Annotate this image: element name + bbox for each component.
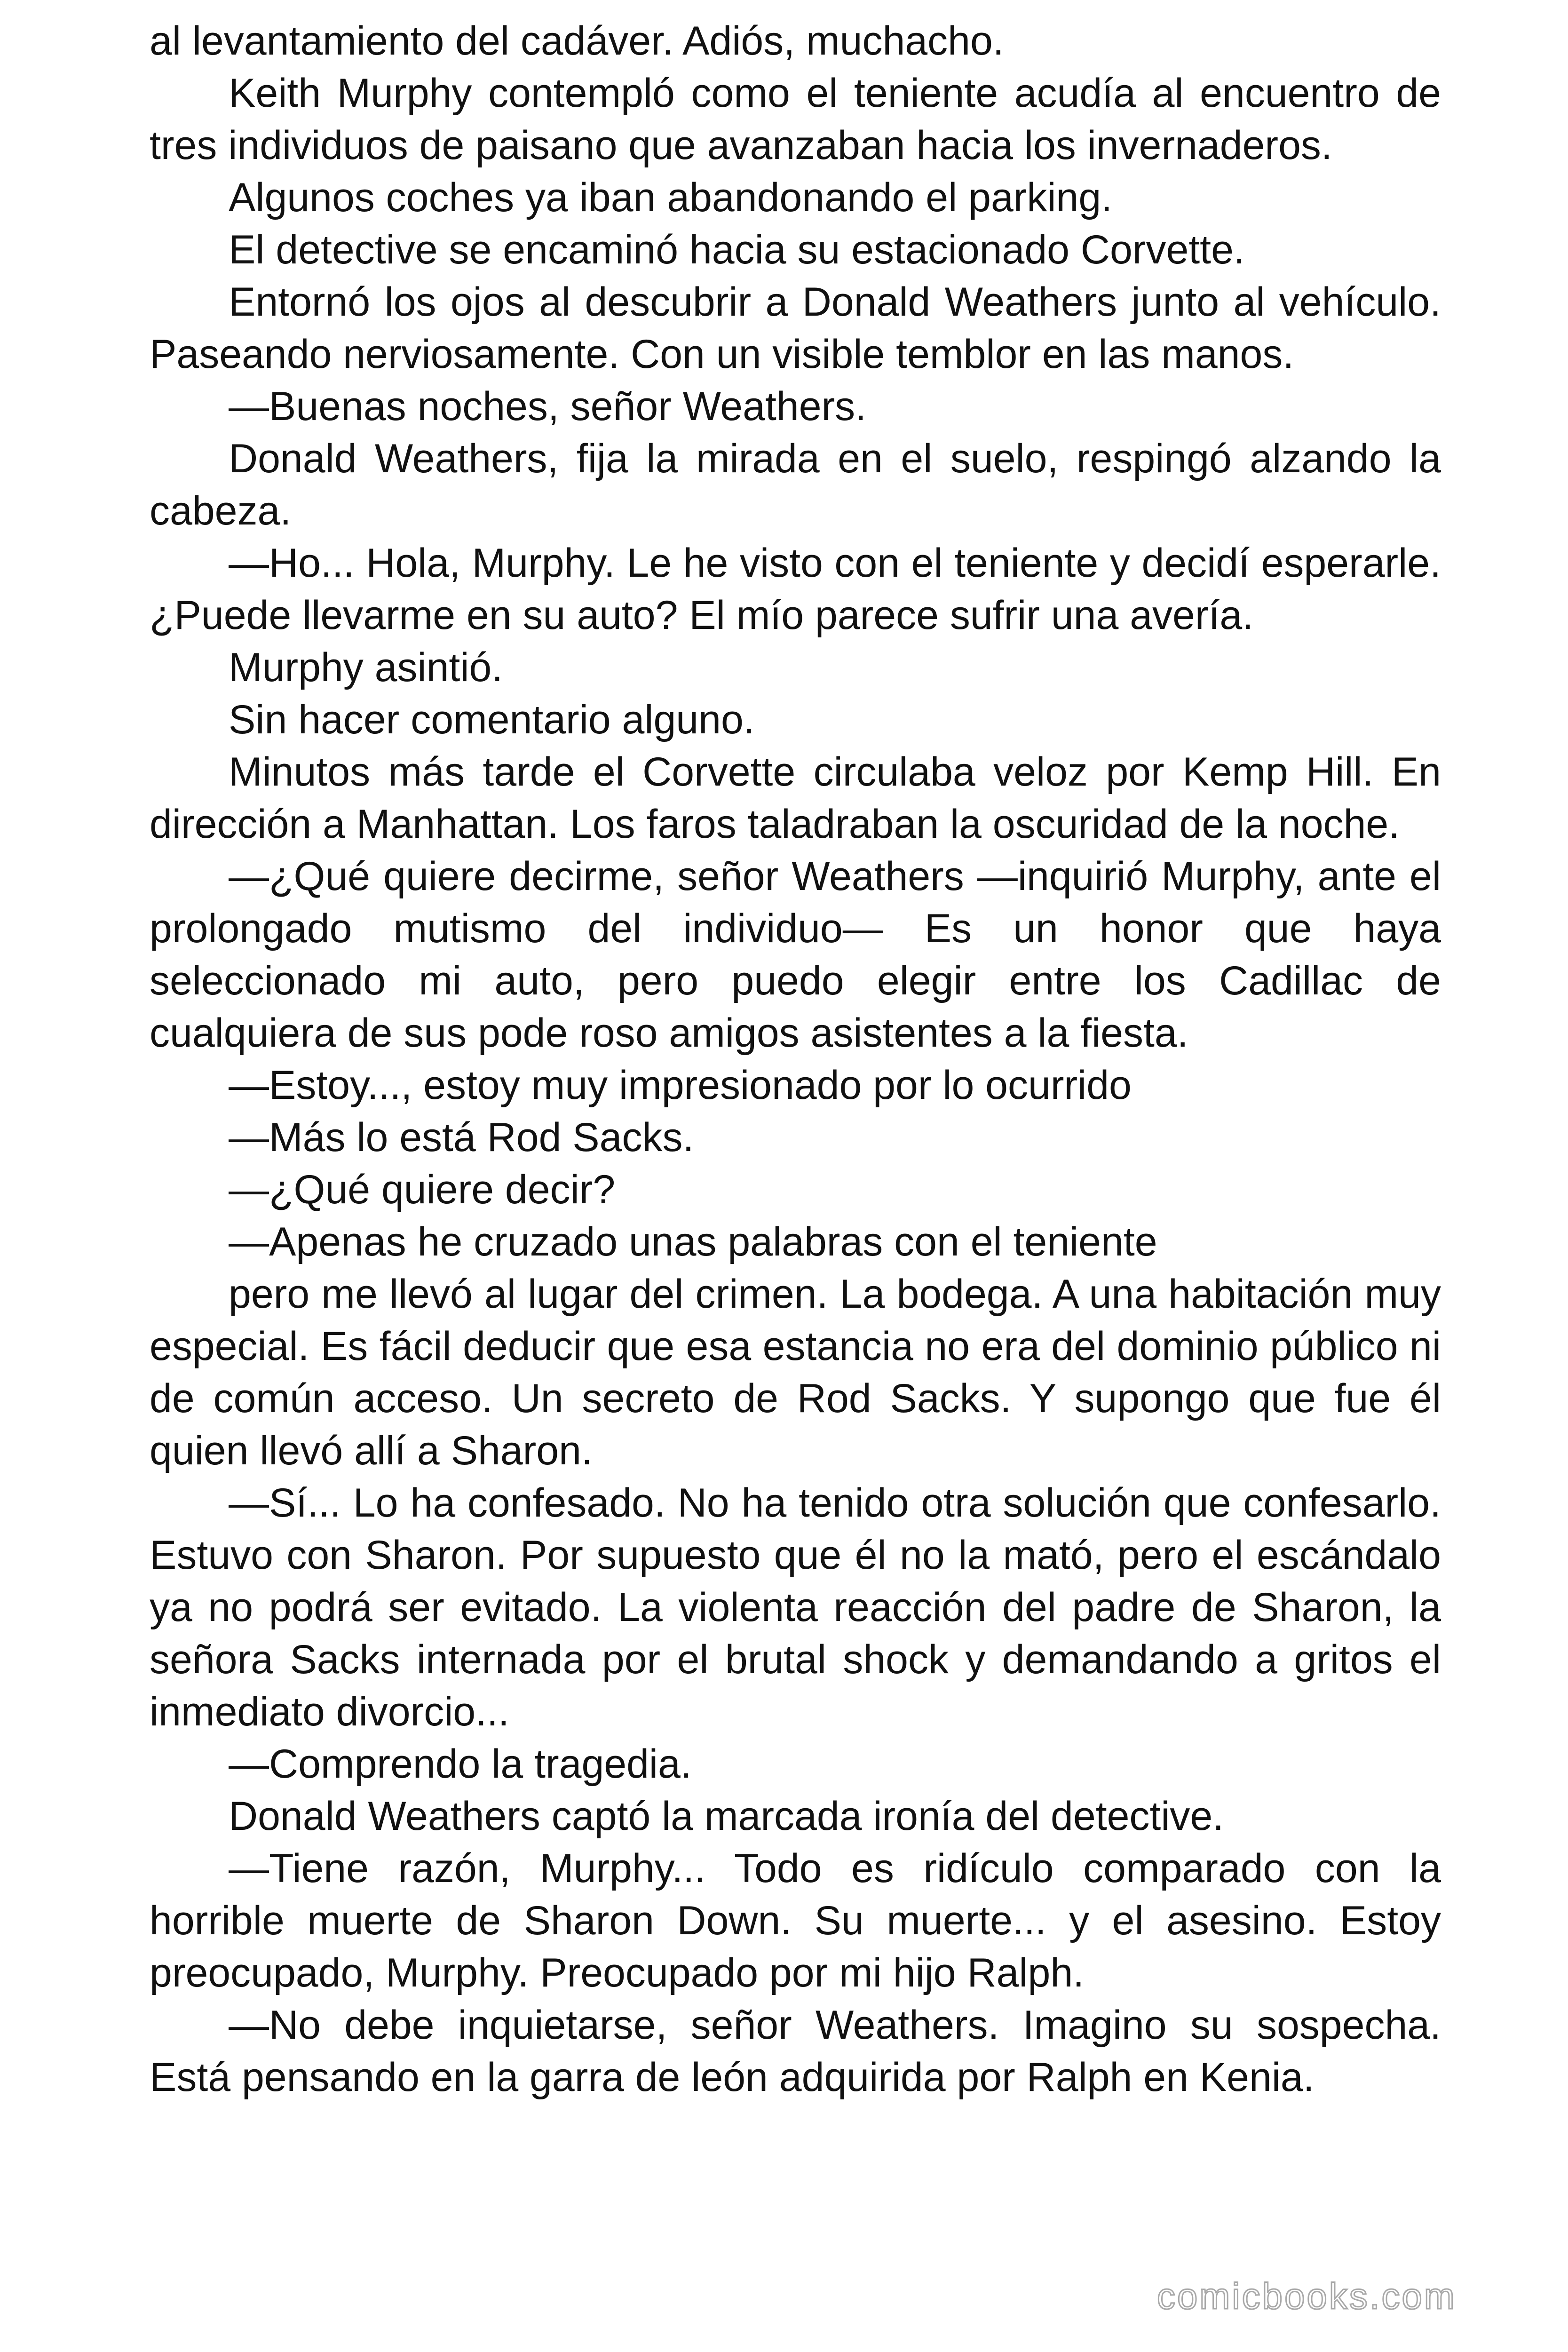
paragraph: Murphy asintió. <box>229 645 503 690</box>
paragraph: Algunos coches ya iban abandonando el parking. <box>229 175 1113 220</box>
paragraph: —Tiene razón, Murphy... Todo es ridículo comparado con la horrible muerte de Sharon Down. Su muerte... y el asesino. Estoy preocupado, Murphy. Preocupado por mi hijo Ralph. <box>150 1846 1441 1995</box>
paragraph: Donald Weathers, fija la mirada en el suelo, respingó alzando la cabeza. <box>150 436 1441 533</box>
paragraph: al levantamiento del cadáver. Adiós, muchacho. <box>150 18 1004 64</box>
paragraph: Entornó los ojos al descubrir a Donald Weathers junto al vehículo. Paseando nerviosamente. Con un visible temblor en las manos. <box>150 279 1441 377</box>
paragraph: —Ho... Hola, Murphy. Le he visto con el teniente y decidí esperarle. ¿Puede llevarme en su auto? El mío parece sufrir una avería. <box>150 540 1441 638</box>
watermark: comicbooks.com <box>1157 2275 1457 2317</box>
paragraph: —¿Qué quiere decirme, señor Weathers —inquirió Murphy, ante el prolongado mutismo del individuo— Es un honor que haya seleccionado mi auto, pero puedo elegir entre los Cadillac de cualquiera de sus pode roso amigos asistentes a la fiesta. <box>150 854 1441 1056</box>
paragraph: pero me llevó al lugar del crimen. La bodega. A una habitación muy especial. Es fácil deducir que esa estancia no era del dominio público ni de común acceso. Un secreto de Rod Sacks. Y supongo que fue él quien llevó allí a Sharon. <box>150 1271 1441 1473</box>
body-text <box>150 15 1441 2104</box>
paragraph: El detective se encaminó hacia su estacionado Corvette. <box>229 227 1245 272</box>
paragraph: Sin hacer comentario alguno. <box>229 697 755 742</box>
paragraph: —No debe inquietarse, señor Weathers. Imagino su sospecha. Está pensando en la garra de león adquirida por Ralph en Kenia. <box>150 2002 1441 2100</box>
paragraph: —Comprendo la tragedia. <box>229 1741 692 1787</box>
paragraph: —¿Qué quiere decir? <box>229 1167 616 1212</box>
paragraph: Minutos más tarde el Corvette circulaba veloz por Kemp Hill. En dirección a Manhattan. Los faros taladraban la oscuridad de la noche. <box>150 749 1441 847</box>
paragraph: —Estoy..., estoy muy impresionado por lo ocurrido <box>229 1063 1132 1108</box>
paragraph: —Buenas noches, señor Weathers. <box>229 384 867 429</box>
paragraph: —Más lo está Rod Sacks. <box>229 1115 694 1160</box>
paragraph: Keith Murphy contempló como el teniente acudía al encuentro de tres individuos de paisano que avanzaban hacia los invernaderos. <box>150 71 1441 168</box>
paragraph: Donald Weathers captó la marcada ironía del detective. <box>229 1794 1224 1839</box>
paragraph: —Apenas he cruzado unas palabras con el teniente <box>229 1219 1157 1264</box>
paragraph: —Sí... Lo ha confesado. No ha tenido otra solución que confesarlo. Estuvo con Sharon. Por supuesto que él no la mató, pero el escándalo ya no podrá ser evitado. La violenta reacción del padre de Sharon, la señora Sacks internada por el brutal shock y demandando a gritos el inmediato divorcio... <box>150 1480 1441 1734</box>
